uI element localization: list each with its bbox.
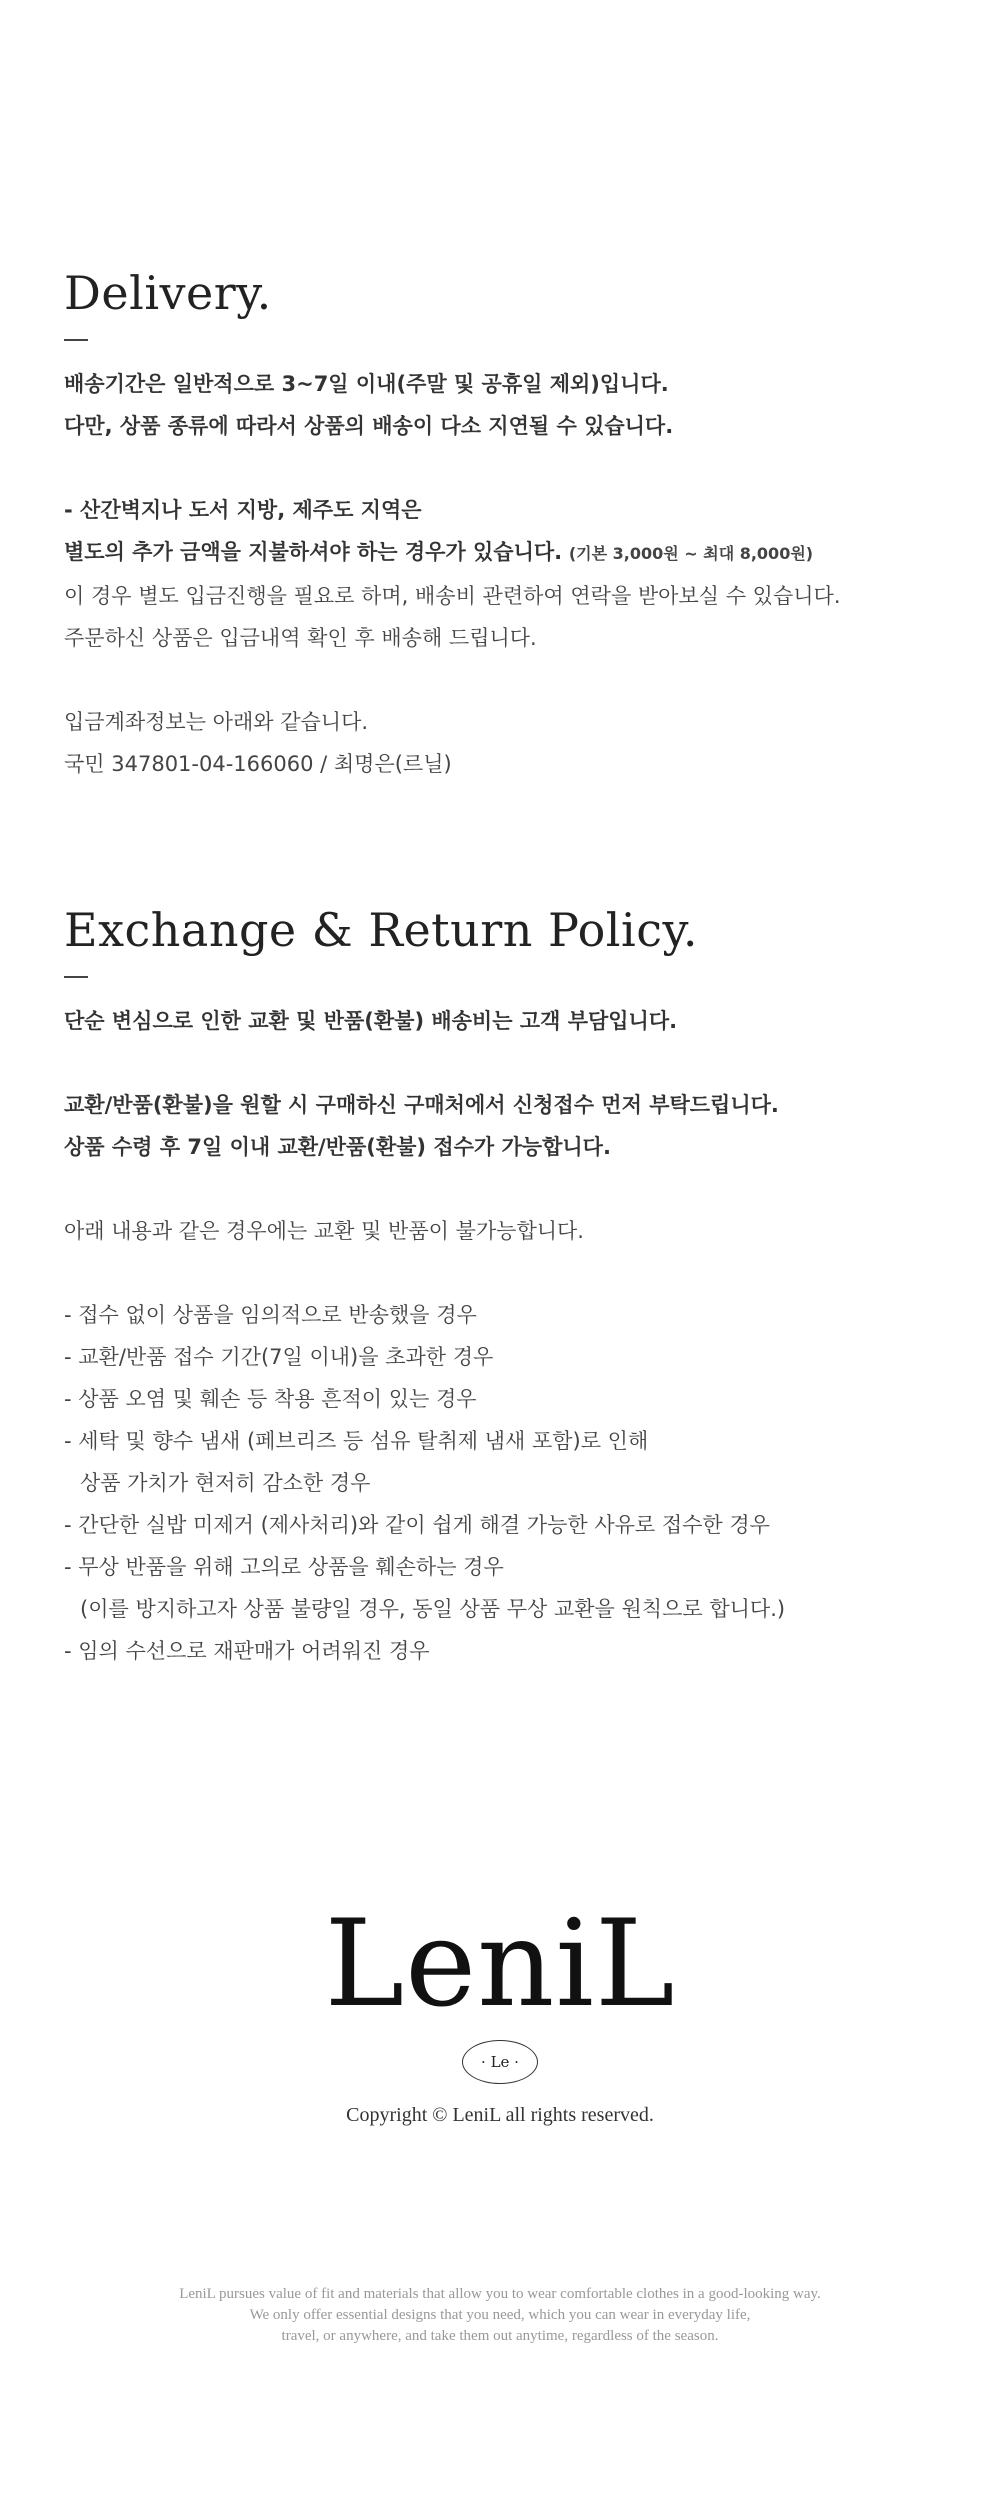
delivery-text: - 산간벽지나 도서 지방, 제주도 지역은 — [64, 497, 422, 522]
exchange-text: 상품 수령 후 7일 이내 교환/반품(환불) 접수가 가능합니다. — [64, 1134, 611, 1159]
condition-item: - 무상 반품을 위해 고의로 상품을 훼손하는 경우 — [64, 1554, 504, 1579]
brand-about — [0, 2284, 1000, 2347]
condition-item: - 간단한 실밥 미제거 (제사처리)와 같이 쉽게 해결 가능한 사유로 접수한 경우 — [64, 1512, 770, 1537]
exchange-text: 단순 변심으로 인한 교환 및 반품(환불) 배송비는 고객 부담입니다. — [64, 1008, 678, 1033]
about-line: We only offer essential designs that you need, which you can wear in everyday life, — [249, 2307, 751, 2323]
exchange-title: Exchange & Return Policy. — [64, 903, 698, 957]
brand-logo: LeniL — [324, 1895, 676, 2034]
exchange-text: 아래 내용과 같은 경우에는 교환 및 반품이 불가능합니다. — [64, 1218, 584, 1243]
condition-item: (이를 방지하고자 상품 불량일 경우, 동일 상품 무상 교환을 원칙으로 합니다.) — [80, 1596, 786, 1621]
delivery-text: 이 경우 별도 입금진행을 필요로 하며, 배송비 관련하여 연락을 받아보실 수 있습니다. — [64, 583, 841, 608]
bank-account: 국민 347801-04-166060 / 최명은(르닐) — [64, 751, 452, 776]
brand-footer — [0, 1895, 1000, 2127]
delivery-text: 주문하신 상품은 입금내역 확인 후 배송해 드립니다. — [64, 625, 537, 650]
exchange-section — [64, 902, 944, 1672]
exchange-text: 교환/반품(환불)을 원할 시 구매하신 구매처에서 신청접수 먼저 부탁드립니다. — [64, 1092, 779, 1117]
delivery-text: 별도의 추가 금액을 지불하셔야 하는 경우가 있습니다. — [64, 539, 563, 564]
divider — [64, 976, 88, 978]
condition-item: - 임의 수선으로 재판매가 어려워진 경우 — [64, 1638, 430, 1663]
about-line: LeniL pursues value of fit and materials that allow you to wear comfortable clothes in a good-looking way. — [179, 2286, 821, 2302]
brand-seal-icon: · Le · — [462, 2040, 538, 2084]
condition-item: - 상품 오염 및 훼손 등 착용 흔적이 있는 경우 — [64, 1386, 477, 1411]
divider — [64, 339, 88, 341]
condition-item: - 접수 없이 상품을 임의적으로 반송했을 경우 — [64, 1302, 477, 1327]
about-line: travel, or anywhere, and take them out anytime, regardless of the season. — [281, 2328, 719, 2344]
bank-intro: 입금계좌정보는 아래와 같습니다. — [64, 709, 369, 734]
copyright: Copyright © LeniL all rights reserved. — [346, 2104, 654, 2126]
condition-item: - 교환/반품 접수 기간(7일 이내)을 초과한 경우 — [64, 1344, 494, 1369]
delivery-surcharge-line — [64, 531, 944, 575]
surcharge-note: (기본 3,000원 ~ 최대 8,000원) — [568, 543, 814, 563]
delivery-text: 배송기간은 일반적으로 3~7일 이내(주말 및 공휴일 제외)입니다. — [64, 371, 669, 396]
delivery-section — [64, 265, 944, 785]
condition-item: - 세탁 및 향수 냄새 (페브리즈 등 섬유 탈취제 냄새 포함)로 인해 — [64, 1428, 649, 1453]
delivery-title: Delivery. — [64, 266, 272, 320]
delivery-text: 다만, 상품 종류에 따라서 상품의 배송이 다소 지연될 수 있습니다. — [64, 413, 674, 438]
condition-item: 상품 가치가 현저히 감소한 경우 — [80, 1470, 371, 1495]
